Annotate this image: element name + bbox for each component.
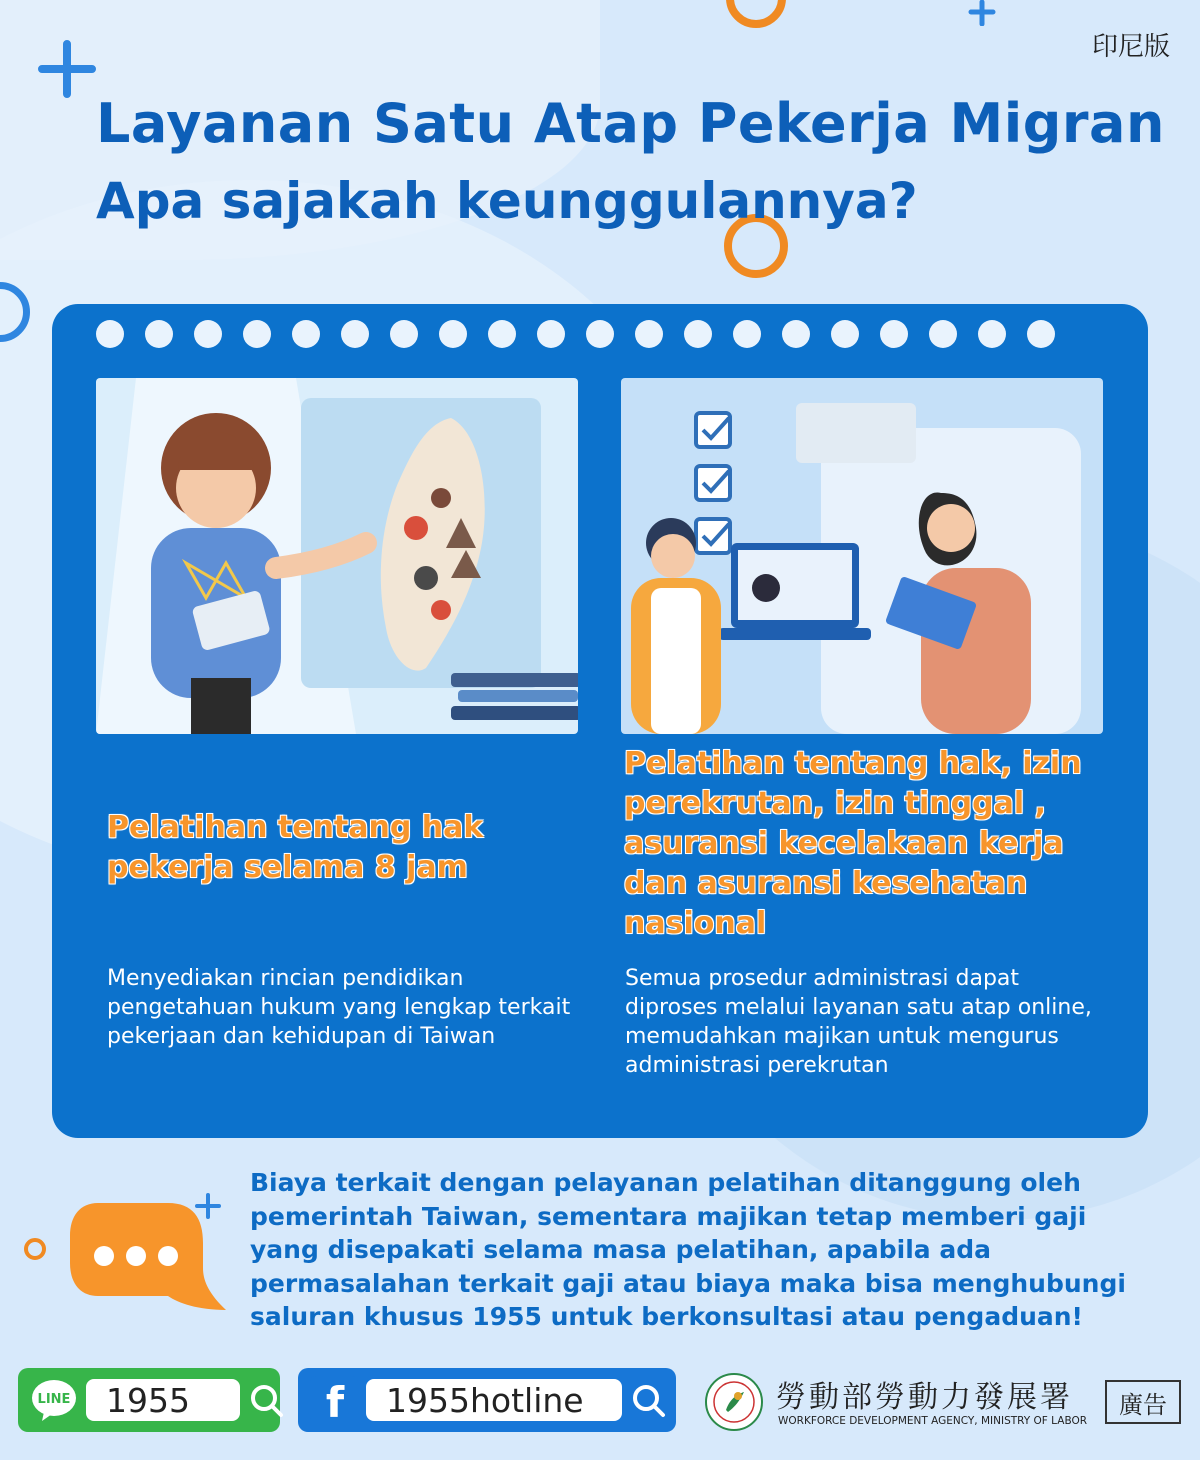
facebook-logo-icon: [310, 1376, 358, 1424]
footer: [0, 1368, 1200, 1438]
chat-bubble-icon: [68, 1198, 228, 1318]
feature-description: Menyediakan rincian pendidikan pengetahuan hukum yang lengkap terkait pekerjaan dan kehidupan di Taiwan: [107, 966, 571, 1049]
agency-logo: [704, 1372, 1094, 1434]
plus-icon: [38, 40, 96, 98]
line-id: 1955: [86, 1379, 240, 1421]
ring-icon: [726, 0, 786, 28]
ring-icon: [24, 1238, 46, 1260]
agency-seal-icon: [704, 1372, 764, 1432]
illustration-online-service: [621, 378, 1103, 734]
ad-label: 廣告: [1105, 1380, 1181, 1424]
page-subtitle: Apa sajakah keunggulannya?: [96, 172, 918, 230]
checkbox-icon: [696, 413, 730, 553]
feature-board: [52, 304, 1148, 1138]
line-logo-icon: [30, 1378, 78, 1422]
feature-title: Pelatihan tentang hak pekerja selama 8 jam: [107, 810, 484, 885]
agency-name-zh: 勞動部勞動力發展署: [776, 1380, 1073, 1415]
feature-description: Semua prosedur administrasi dapat diproses melalui layanan satu atap online, memudahkan majikan untuk mengurus administrasi perekrutan: [625, 966, 1092, 1078]
facebook-id: 1955hotline: [366, 1379, 622, 1421]
page-title: Layanan Satu Atap Pekerja Migran: [96, 92, 1165, 155]
line-contact[interactable]: [18, 1368, 280, 1432]
illustration-teacher-map: [96, 378, 578, 734]
svg-text:LINE: LINE: [37, 1392, 71, 1407]
plus-icon: [966, 0, 998, 26]
agency-name-en: WORKFORCE DEVELOPMENT AGENCY, MINISTRY OF LABOR: [778, 1415, 1088, 1427]
version-label: 印尼版: [1091, 32, 1170, 62]
feature-title: Pelatihan tentang hak, izin perekrutan, izin tinggal , asuransi kecelakaan kerja dan asuransi kesehatan nasional: [624, 746, 1082, 941]
facebook-contact[interactable]: [298, 1368, 676, 1432]
search-icon[interactable]: [632, 1384, 666, 1418]
svg-text:f: f: [325, 1378, 345, 1424]
binder-holes: [96, 320, 1055, 348]
search-icon[interactable]: [250, 1384, 284, 1418]
notice-text: Biaya terkait dengan pelayanan pelatihan ditanggung oleh pemerintah Taiwan, sementara majikan tetap memberi gaji yang disepakati selama masa pelatihan, apabila ada permasalahan terkait gaji atau biaya maka bisa menghubungi saluran khusus 1955 untuk berkonsultasi atau pengaduan!: [250, 1168, 1126, 1331]
